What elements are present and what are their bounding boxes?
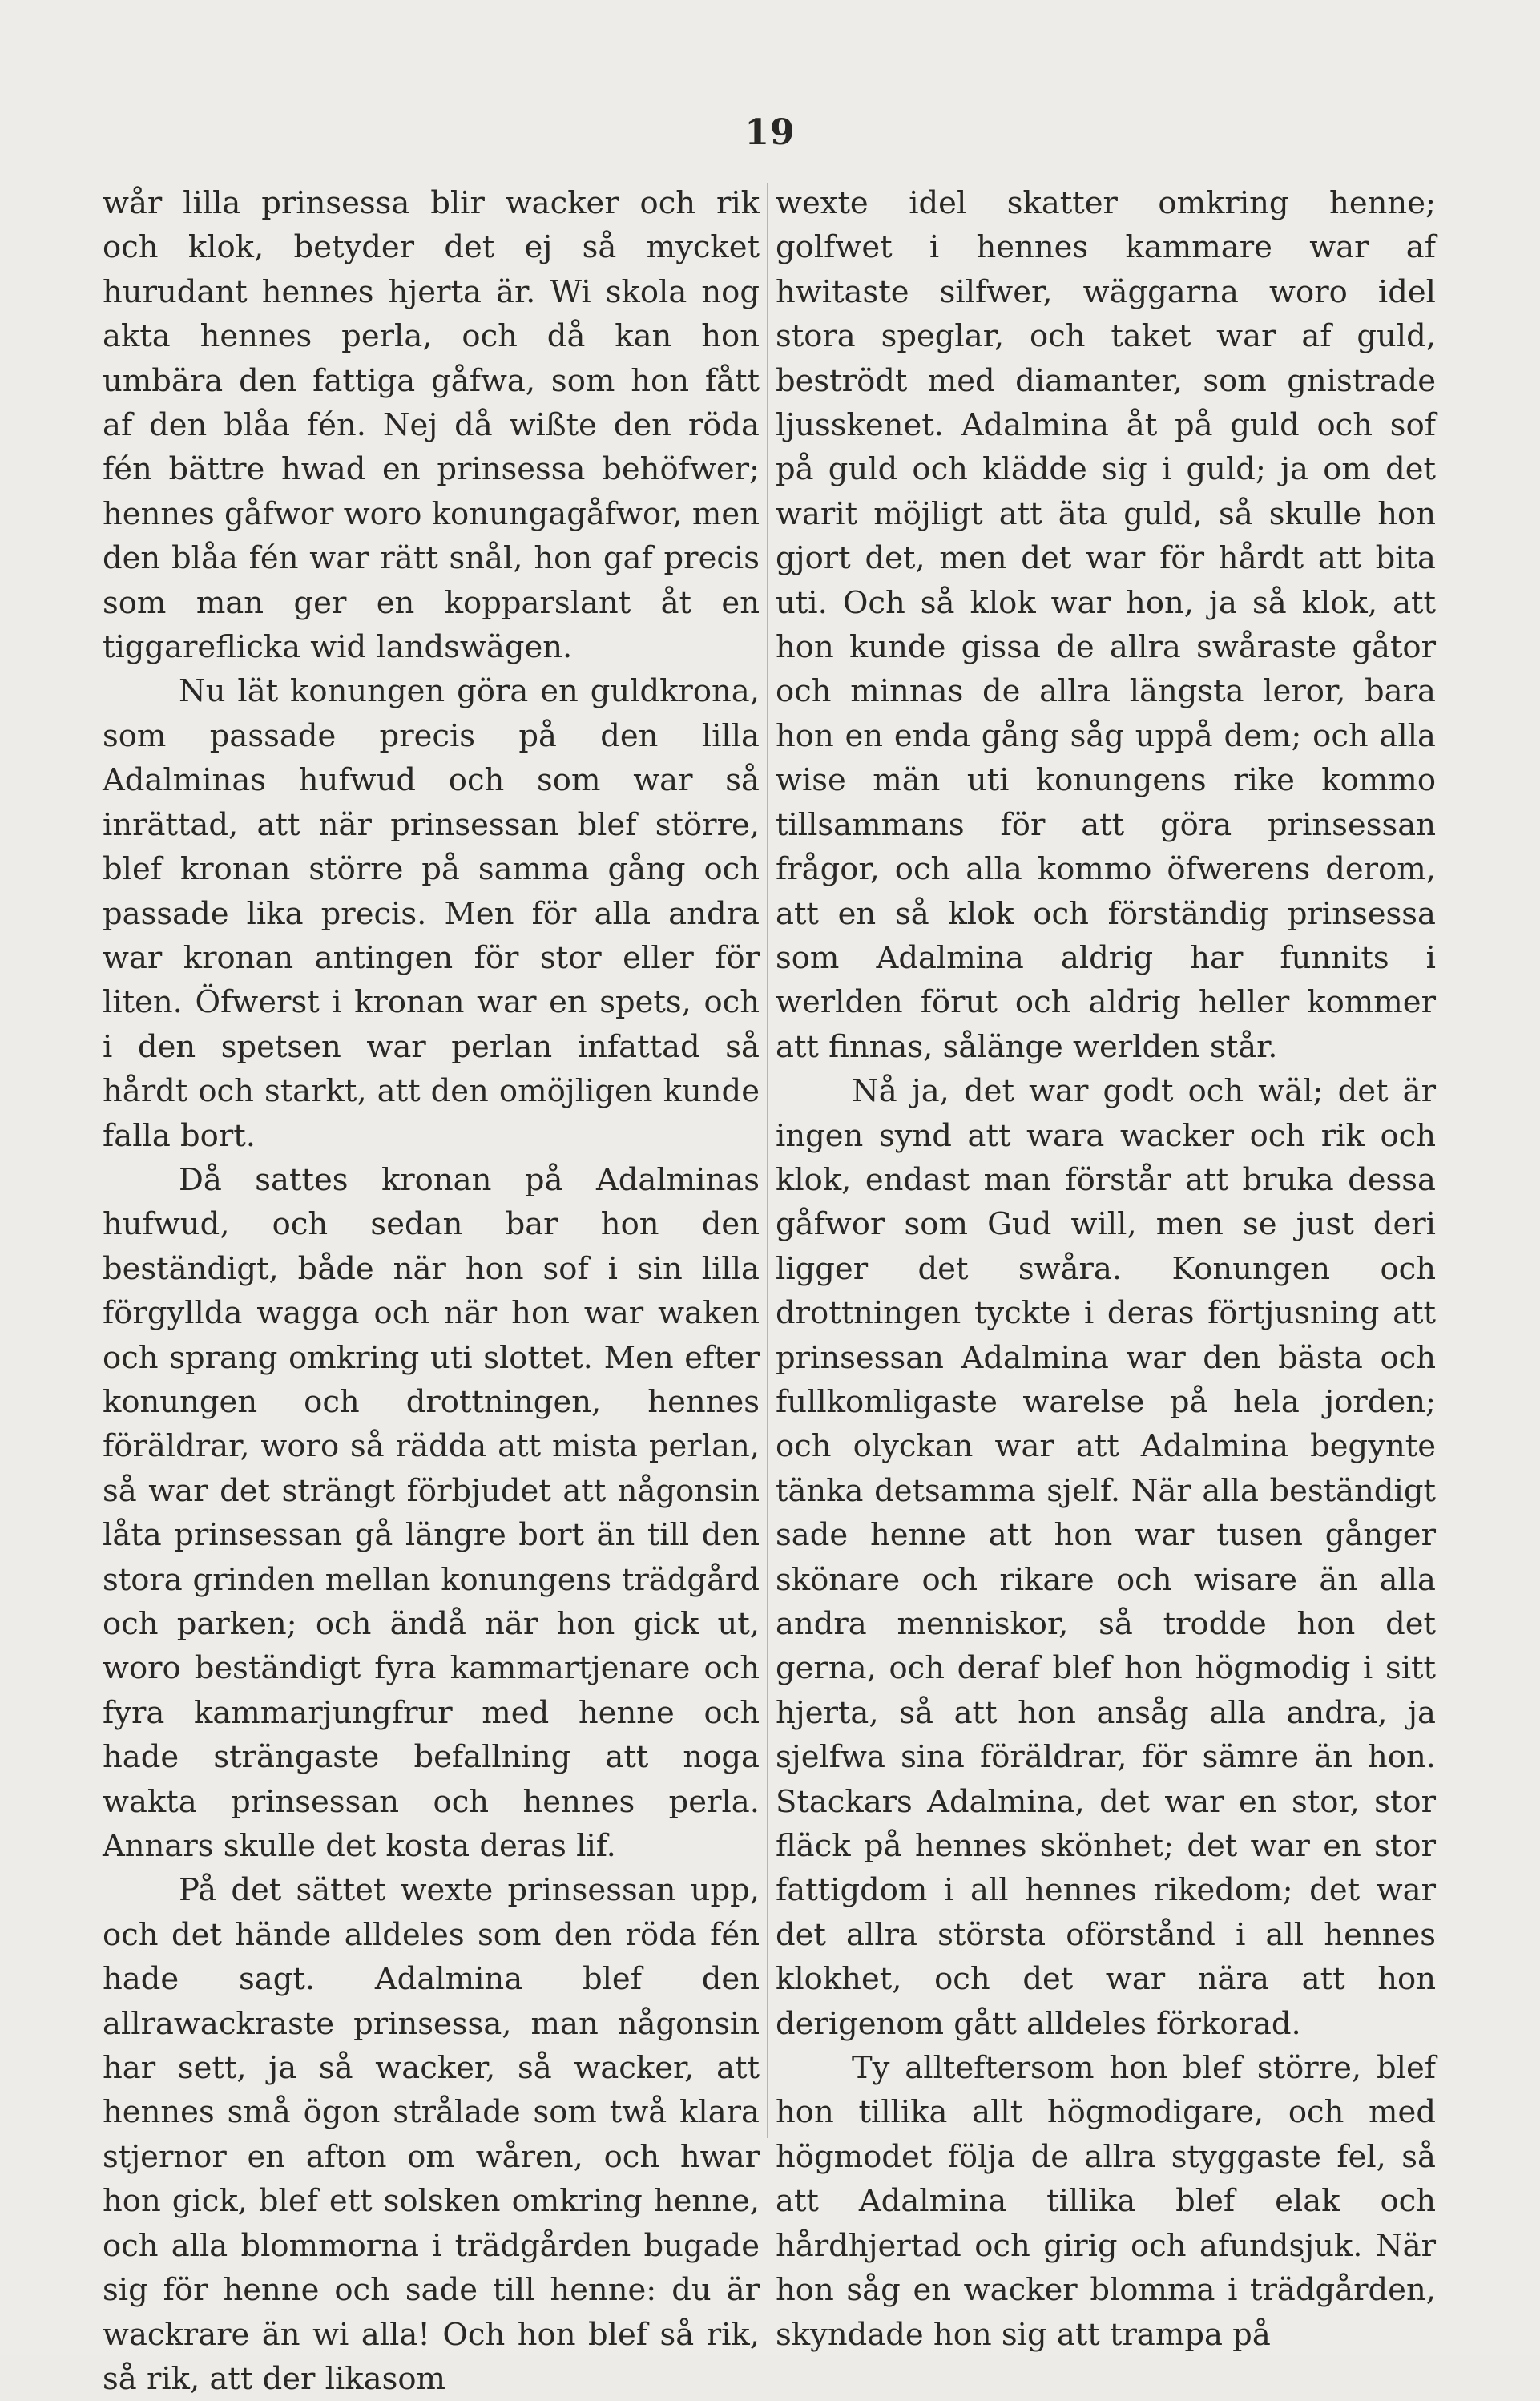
- right-column: [776, 181, 1436, 2357]
- paragraph: Nu lät konungen göra en guldkrona, som passade precis på den lilla Adalminas hufwud och som war så inrättad, att när prinsessan blef större, blef kronan större på samma gång och passade lika precis. Men för alla andra war kronan antingen för stor eller för liten. Öfwerst i kronan war en spets, och i den spetsen war perlan infattad så hårdt och starkt, att den omöjligen kunde falla bort.: [103, 673, 760, 1154]
- left-column: [103, 181, 760, 2401]
- paragraph: Nå ja, det war godt och wäl; det är ingen synd att wara wacker och rik och klok, endast man förstår att bruka dessa gåfwor som Gud will, men se just deri ligger det swåra. Konungen och drottningen tyckte i deras förtjusning att prinsessan Adalmina war den bästa och fullkomligaste warelse på hela jorden; och olyckan war att Adalmina begynte tänka detsamma sjelf. När alla beständigt sade henne att hon war tusen gånger skönare och rikare och wisare än alla andra menniskor, så trodde hon det gerna, och deraf blef hon högmodig i sitt hjerta, så att hon ansåg alla andra, ja sjelfwa sina föräldrar, för sämre än hon. Stackars Adalmina, det war en stor, stor fläck på hennes skönhet; det war en stor fattigdom i all hennes rikedom; det war det allra största oförstånd i all hennes klokhet, och det war nära att hon derigenom gått alldeles förkorad.: [776, 1073, 1436, 2042]
- paragraph: På det sättet wexte prinsessan upp, och det hände alldeles som den röda fén hade sagt. Adalmina blef den allrawackraste prinsessa, man någonsin har sett, ja så wacker, så wacker, att hennes små ögon strålade som twå klara stjernor en afton om wåren, och hwar hon gick, blef ett solsken omkring henne, och alla blommorna i trädgården bugade sig för henne och sade till henne: du är wackrare än wi alla! Och hon blef så rik, så rik, att der likasom: [103, 1872, 760, 2397]
- page-number: 19: [744, 112, 796, 153]
- paragraph: Ty allteftersom hon blef större, blef hon tillika allt högmodigare, och med högmodet följa de allra styggaste fel, så att Adalmina tillika blef elak och hårdhjertad och girig och afundsjuk. När hon såg en wacker blomma i trädgården, skyndade hon sig att trampa på: [776, 2050, 1436, 2353]
- paragraph: wexte idel skatter omkring henne; golfwet i hennes kammare war af hwitaste silfwer, wäggarna woro idel stora speglar, och taket war af guld, beströdt med diamanter, som gnistrade ljusskenet. Adalmina åt på guld och sof på guld och klädde sig i guld; ja om det warit möjligt att äta guld, så skulle hon gjort det, men det war för hårdt att bita uti. Och så klok war hon, ja så klok, att hon kunde gissa de allra swåraste gåtor och minnas de allra längsta leror, bara hon en enda gång såg uppå dem; och alla wise män uti konungens rike kommo tillsammans för att göra prinsessan frågor, och alla kommo öfwerens derom, att en så klok och förständig prinsessa som Adalmina aldrig har funnits i werlden förut och aldrig heller kommer att finnas, sålänge werlden står.: [776, 185, 1436, 1065]
- paragraph: wår lilla prinsessa blir wacker och rik och klok, betyder det ej så mycket hurudant hennes hjerta är. Wi skola nog akta hennes perla, och då kan hon umbära den fattiga gåfwa, som hon fått af den blåa fén. Nej då wißte den röda fén bättre hwad en prinsessa behöfwer; hennes gåfwor woro konungagåfwor, men den blåa fén war rätt snål, hon gaf precis som man ger en kopparslant åt en tiggareflicka wid landswägen.: [103, 185, 760, 666]
- column-divider: [767, 183, 768, 2138]
- paragraph: Då sattes kronan på Adalminas hufwud, och sedan bar hon den beständigt, både när hon sof i sin lilla förgyllda wagga och när hon war waken och sprang omkring uti slottet. Men efter konungen och drottningen, hennes föräldrar, woro så rädda att mista perlan, så war det strängt förbjudet att någonsin låta prinsessan gå längre bort än till den stora grinden mellan konungens trädgård och parken; och ändå när hon gick ut, woro beständigt fyra kammartjenare och fyra kammarjungfrur med henne och hade strängaste befallning att noga wakta prinsessan och hennes perla. Annars skulle det kosta deras lif.: [103, 1161, 760, 1865]
